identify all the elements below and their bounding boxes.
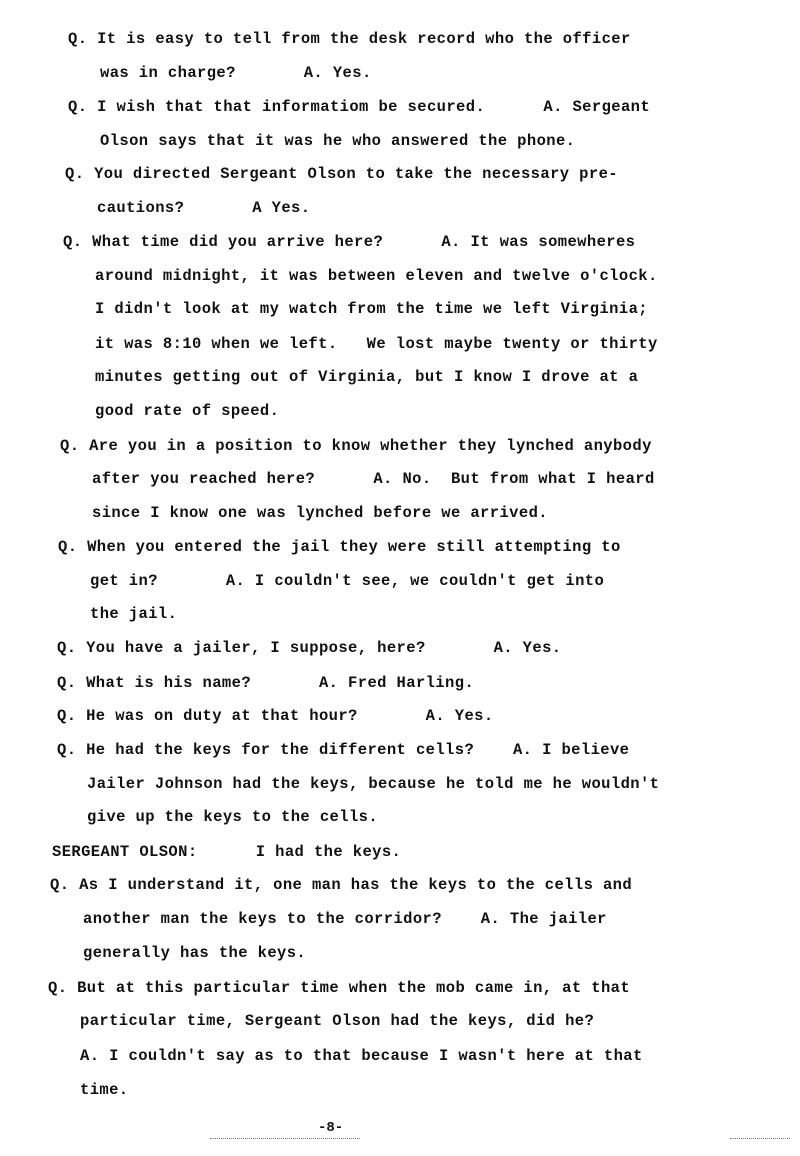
transcript-line: cautions? A Yes. <box>97 199 311 217</box>
transcript-line: Olson says that it was he who answered the phone. <box>100 132 576 150</box>
transcript-line: particular time, Sergeant Olson had the keys, did he? <box>80 1012 595 1030</box>
transcript-line: since I know one was lynched before we arrived. <box>92 504 548 522</box>
transcript-line: Jailer Johnson had the keys, because he told me he wouldn't <box>87 775 660 793</box>
transcript-line: Q. What is his name? A. Fred Harling. <box>57 674 475 692</box>
transcript-line: Q. He had the keys for the different cells? A. I believe <box>57 741 630 759</box>
transcript-line: minutes getting out of Virginia, but I know I drove at a <box>95 368 639 386</box>
transcript-line: Q. You have a jailer, I suppose, here? A. Yes. <box>57 639 562 657</box>
transcript-line: Q. When you entered the jail they were still attempting to <box>58 538 621 556</box>
transcript-line: get in? A. I couldn't see, we couldn't get into <box>90 572 605 590</box>
transcript-line: Q. It is easy to tell from the desk record who the officer <box>68 30 631 48</box>
transcript-line: Q. I wish that that informatiom be secured. A. Sergeant <box>68 98 651 116</box>
transcript-line: it was 8:10 when we left. We lost maybe twenty or thirty <box>95 335 658 353</box>
page-number: -8- <box>318 1120 344 1136</box>
transcript-line: Q. He was on duty at that hour? A. Yes. <box>57 707 494 725</box>
transcript-line: the jail. <box>90 605 178 623</box>
transcript-line: SERGEANT OLSON: I had the keys. <box>52 843 402 861</box>
transcript-line: was in charge? A. Yes. <box>100 64 372 82</box>
transcript-line: Q. What time did you arrive here? A. It was somewheres <box>63 233 636 251</box>
transcript-line: give up the keys to the cells. <box>87 808 379 826</box>
transcript-line: I didn't look at my watch from the time we left Virginia; <box>95 300 648 318</box>
transcript-line: Q. As I understand it, one man has the keys to the cells and <box>50 876 633 894</box>
transcript-line: another man the keys to the corridor? A. The jailer <box>83 910 607 928</box>
transcript-line: Q. Are you in a position to know whether they lynched anybody <box>60 437 652 455</box>
scan-artifact-divider <box>730 1138 790 1140</box>
transcript-line: Q. But at this particular time when the mob came in, at that <box>48 979 631 997</box>
transcript-line: after you reached here? A. No. But from what I heard <box>92 470 655 488</box>
transcript-line: around midnight, it was between eleven and twelve o'clock. <box>95 267 658 285</box>
transcript-line: time. <box>80 1081 129 1099</box>
transcript-line: Q. You directed Sergeant Olson to take the necessary pre- <box>65 165 618 183</box>
transcript-line: generally has the keys. <box>83 944 307 962</box>
transcript-line: A. I couldn't say as to that because I wasn't here at that <box>80 1047 643 1065</box>
transcript-line: good rate of speed. <box>95 402 280 420</box>
scan-artifact-divider <box>210 1138 360 1140</box>
